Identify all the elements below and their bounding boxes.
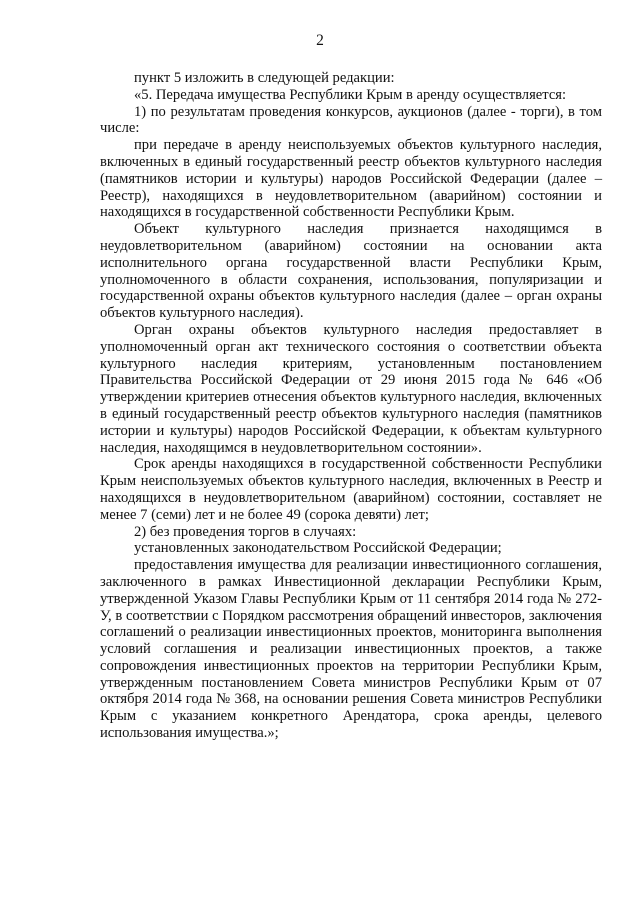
paragraph-lease-term: Срок аренды находящихся в государственной собственности Республики Крым неиспользуемых объектов культурного наследия, включенных в Реестр и находящихся в неудовлетворительном (аварийном) состоянии, составляет не менее 7 (семи) лет и не более 49 (сорока девяти) лет; <box>100 456 602 523</box>
paragraph-protection-body-act: Орган охраны объектов культурного наследия предоставляет в уполномоченный орган акт технического состояния о соответствии объекта культурного наследия критериям, установленным постановлением Правительства Российской Федерации от 29 июня 2015 года № 646 «Об утверждении критериев отнесения объектов культурного наследия, включенных в единый государственный реестр объектов культурного наследия (памятников истории и культуры) народов Российской Федерации, к объектам культурного наследия, находящимся в неудовлетворительном состоянии». <box>100 321 602 456</box>
paragraph-established-by-law: установленных законодательством Российской Федерации; <box>134 540 502 557</box>
paragraph-unsatisfactory-condition: Объект культурного наследия признается находящимся в неудовлетворительном (аварийном) состоянии на основании акта исполнительного органа государственной власти Республики Крым, уполномоченного в области сохранения, использования, популяризации и государственной охраны объектов культурного наследия (далее – орган охраны объектов культурного наследия). <box>100 221 602 322</box>
paragraph-investment-agreement: предоставления имущества для реализации инвестиционного соглашения, заключенного в рамках Инвестиционной декларации Республики Крым, утвержденной Указом Главы Республики Крым от 11 сентября 2014 года № 272-У, в соответствии с Порядком рассмотрения обращений инвесторов, заключения соглашений о реализации инвестиционных проектов, мониторинга выполнения условий соглашения и реализации инвестиционных проектов, а также сопровождения инвестиционных проектов на территории Республики Крым, утвержденным постановлением Совета министров Республики Крым от 07 октября 2014 года № 368, на основании решения Совета министров Республики Крым с указанием конкретного Арендатора, срока аренды, целевого использования имущества.»; <box>100 557 602 742</box>
page-number: 2 <box>316 32 324 49</box>
paragraph-subitem-1: 1) по результатам проведения конкурсов, аукционов (далее - торги), в том числе: <box>100 103 602 137</box>
paragraph-subitem-2: 2) без проведения торгов в случаях: <box>134 523 357 540</box>
document-body <box>100 70 602 742</box>
paragraph-item-5-heading: «5. Передача имущества Республики Крым в аренду осуществляется: <box>134 86 567 103</box>
paragraph-intro: пункт 5 изложить в следующей редакции: <box>134 70 395 86</box>
paragraph-cultural-heritage-lease: при передаче в аренду неиспользуемых объектов культурного наследия, включенных в единый государственный реестр объектов культурного наследия (памятников истории и культуры) народов Российской Федерации (далее – Реестр), находящихся в неудовлетворительном (аварийном) состоянии и находящихся в государственной собственности Республики Крым. <box>100 137 602 221</box>
